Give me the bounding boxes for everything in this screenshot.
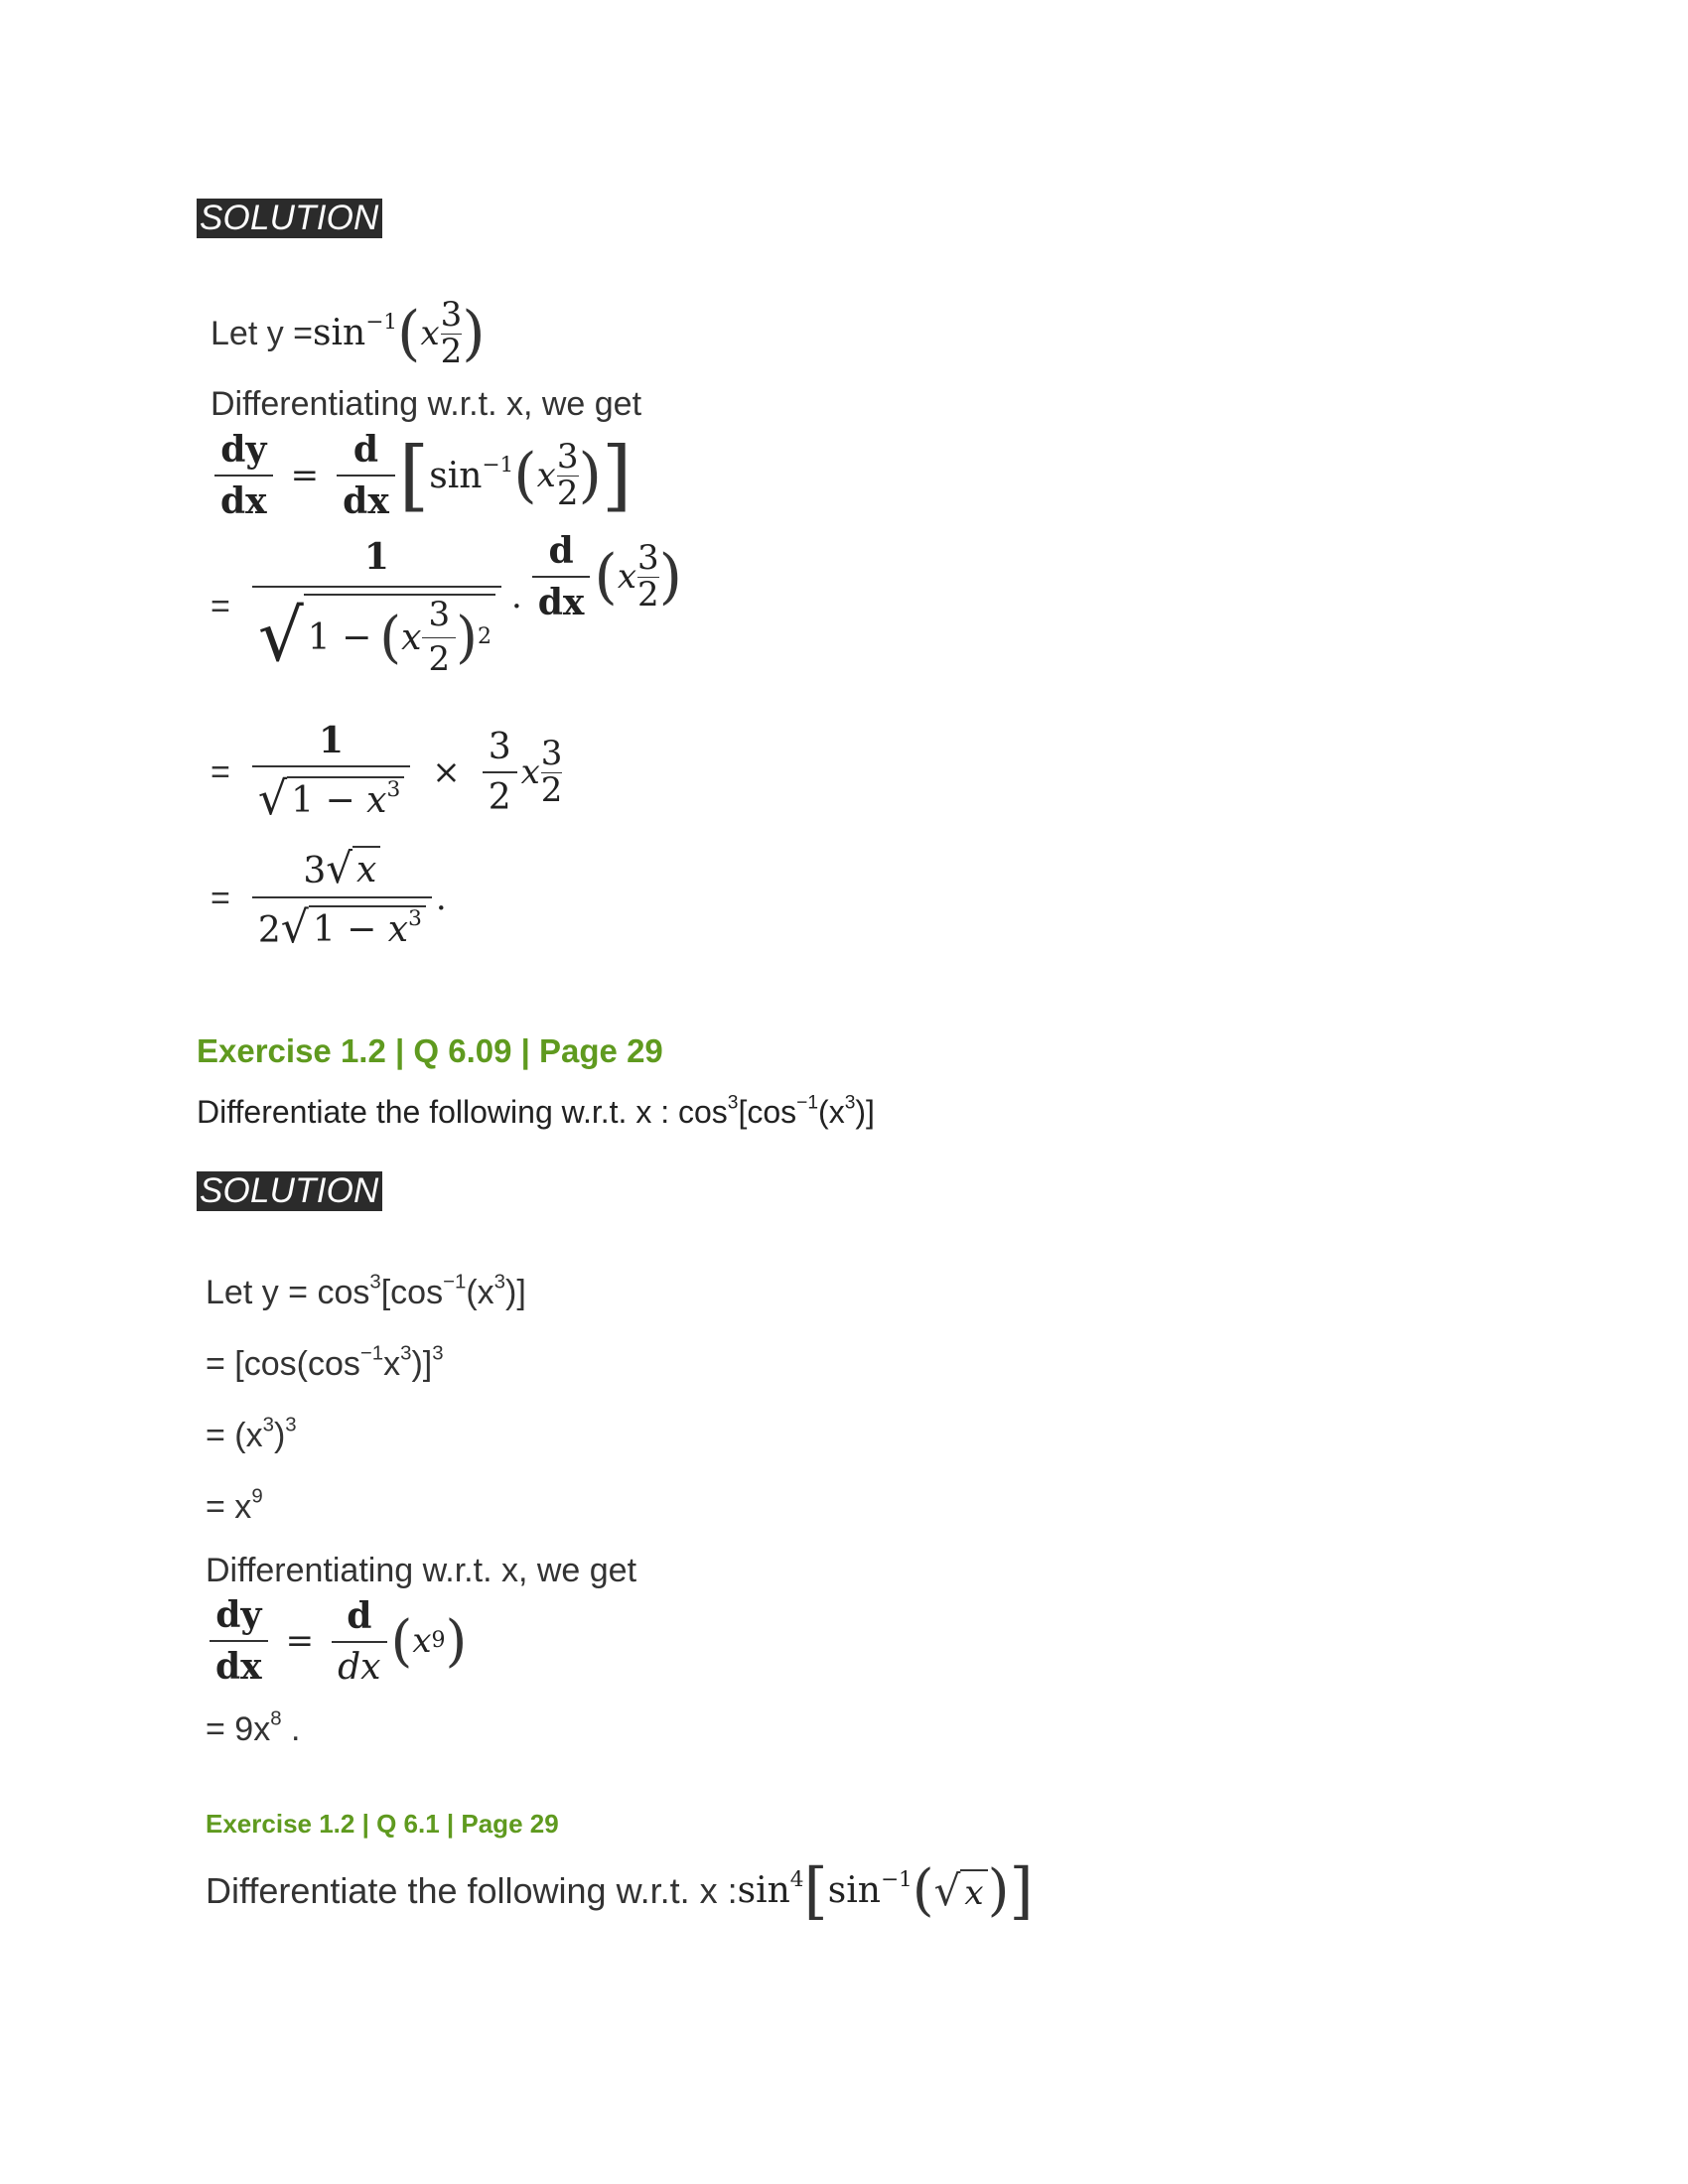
sol1-let-line: Let y = $\sin^{-1}$ ( x $\frac{3}{2}$ )	[211, 295, 486, 371]
sol2-step-3: = $(x^3)^3$	[206, 1414, 297, 1454]
exponent-fraction: $\frac{3}{2}$	[440, 295, 463, 371]
x-var: x	[420, 314, 440, 354]
question-6-1: Differentiate the following w.r.t. x : $\sin^4$ [ $\sin^{-1}$ ( √ x ) ]	[206, 1854, 1034, 1927]
solution-badge: SOLUTION	[197, 199, 382, 238]
sin-fn: sin	[313, 313, 366, 354]
d-dx-fraction: $\frac{d}{dx}$	[337, 429, 395, 522]
final-fraction: 3 √ x 2 √ $1 - x^3$	[252, 844, 432, 953]
sol2-derivative-line: $\frac{dy}{dx}$ = $\frac{d}{dx}$ ( x 9 )	[206, 1594, 467, 1688]
exercise-heading-6-1[interactable]: Exercise 1.2 | Q 6.1 | Page 29	[206, 1809, 559, 1839]
sol1-derivative-line: $\frac{dy}{dx}$ = $\frac{d}{dx}$ [ $\sin^{-1}$ ( x $\frac{3}{2}$ ) ]	[211, 429, 632, 522]
chain-fraction: 1 √ 1 − ( x $\frac{3}{2}$ ) 2	[252, 536, 501, 677]
sol2-let-line: Let $y = \cos^3[\cos^{-1}(x^3)]$	[206, 1271, 526, 1311]
sol1-diff-text: Differentiating w.r.t. x, we get	[211, 385, 642, 423]
dy-dx-fraction: $\frac{dy}{dx}$	[214, 429, 273, 522]
solution-badge-2: SOLUTION	[197, 1171, 382, 1211]
sol2-step-4: = $x^9$	[206, 1485, 263, 1526]
exercise-heading-6-09[interactable]: Exercise 1.2 | Q 6.09 | Page 29	[197, 1032, 663, 1069]
sol1-final-line: = 3 √ x 2 √ $1 - x^3$ .	[211, 844, 447, 953]
sol2-diff-text: Differentiating w.r.t. x, we get	[206, 1552, 637, 1589]
let-text: Let y =	[211, 315, 314, 353]
sol2-step-2: = $[\cos(\cos^{-1}x^3)]^3$	[206, 1342, 444, 1383]
sol2-final-line: = $9x^8$ .	[206, 1707, 301, 1748]
sol1-simplify-line: = 1 √ $1 - x^3$ × $\frac{3}{2}$ x $\frac{3}{2}$	[211, 720, 563, 825]
sol1-chain-rule-line: = 1 √ 1 − ( x $\frac{3}{2}$ ) 2 · $\frac{d}{dx}$ ( x $\frac{3}{2}$ )	[211, 530, 683, 679]
sqrt-1-minus-x3: √ 1 − ( x $\frac{3}{2}$ ) 2	[258, 594, 495, 677]
question-6-09: Differentiate the following w.r.t. x : $\cos^3[\cos^{-1}(x^3)]$	[197, 1092, 875, 1130]
